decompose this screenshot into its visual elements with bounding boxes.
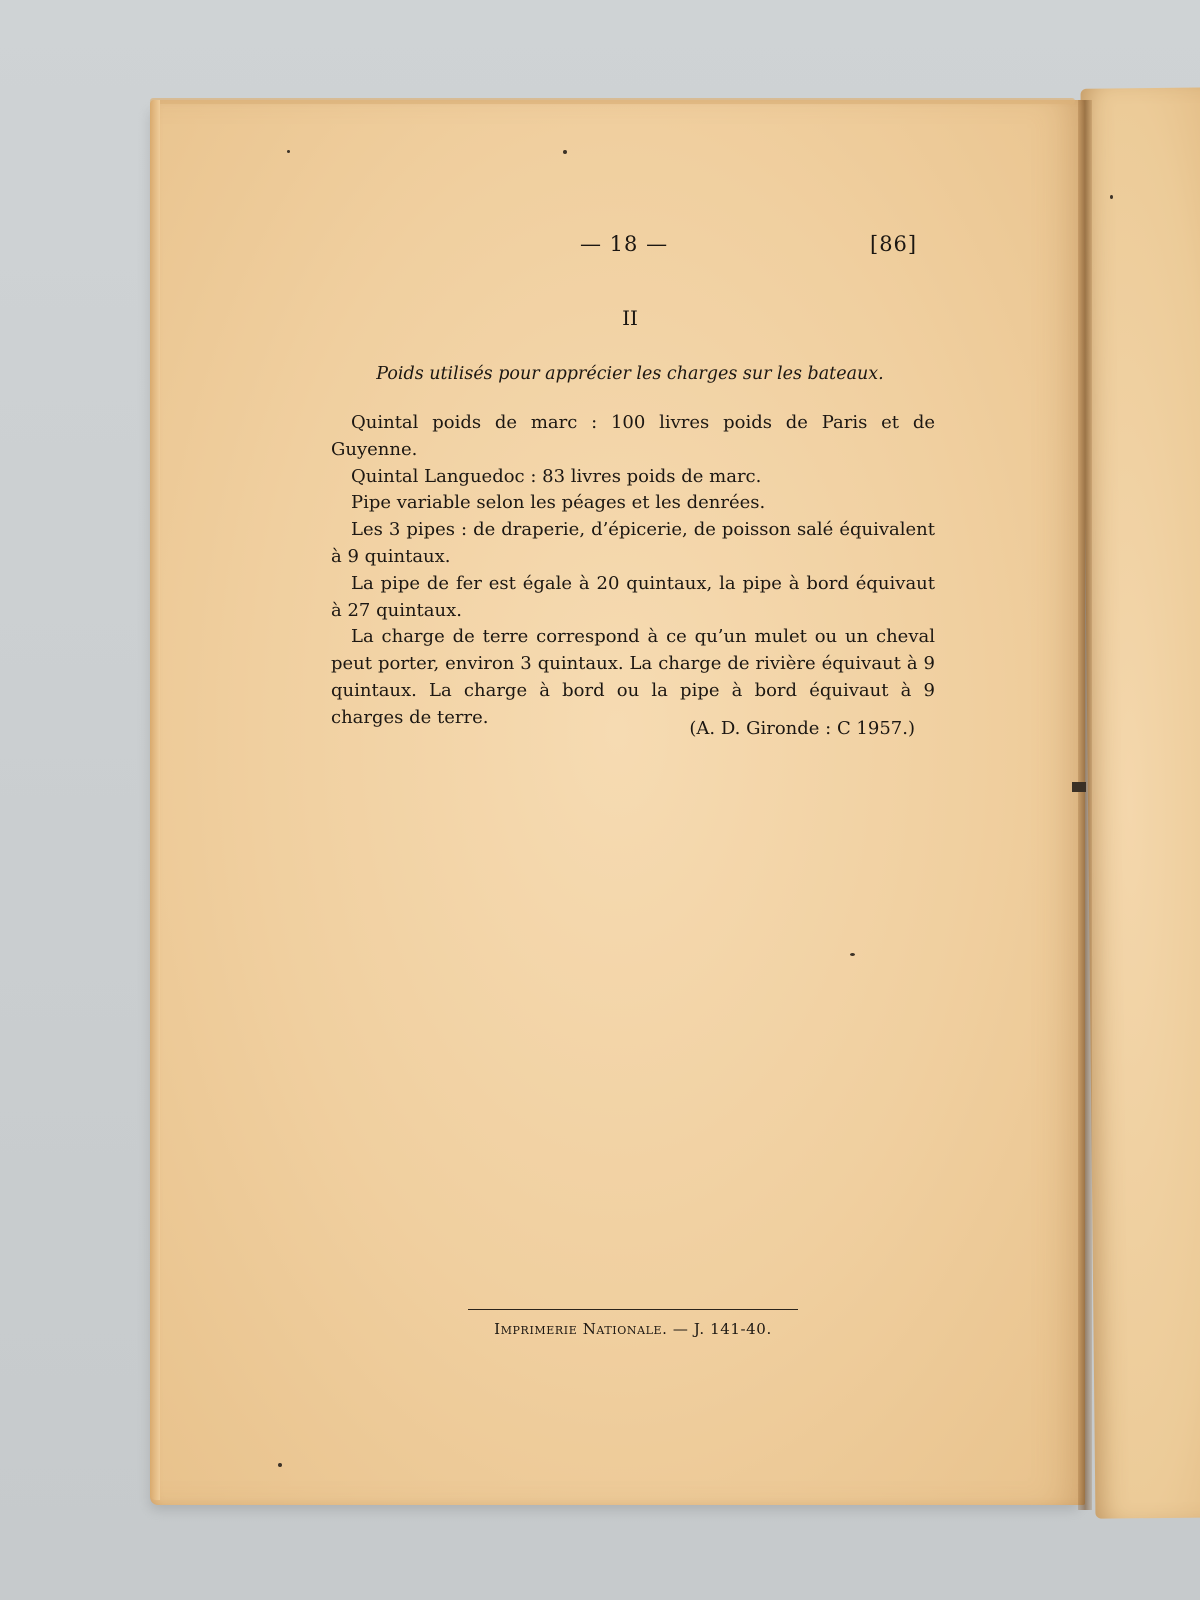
page-left-edge [150, 100, 160, 1500]
paragraph: La pipe de fer est égale à 20 quintaux, la pipe à bord équivaut à 27 quintaux. [331, 572, 935, 621]
paper-speck [287, 150, 290, 153]
paper-speck [278, 1463, 282, 1467]
paragraph: Les 3 pipes : de draperie, d’épicerie, de poisson salé équivalent à 9 quintaux. [331, 519, 935, 567]
paragraph: Quintal Languedoc : 83 livres poids de marc. [351, 465, 762, 487]
paper-speck [850, 953, 855, 956]
paragraph: Pipe variable selon les péages et les denrées. [351, 492, 766, 514]
source-citation: (A. D. Gironde : C 1957.) [689, 718, 915, 739]
body-text [331, 410, 935, 732]
page-top-edge [150, 98, 1075, 104]
paragraph: La charge de terre correspond à ce qu’un mulet ou un cheval peut porter, environ 3 quintaux. La charge de rivière équivaut à 9 quintaux. La charge à bord ou la pipe à bord équivaut à 9 charges de terre. [331, 626, 935, 728]
paragraph: Quintal poids de marc : 100 livres poids de Paris et de Guyenne. [331, 412, 935, 460]
binding-gutter [1078, 100, 1092, 1510]
section-subtitle: Poids utilisés pour apprécier les charges sur les bateaux. [376, 364, 884, 384]
page-reference: [86] [870, 232, 918, 256]
section-number: II [622, 306, 638, 330]
paper-speck [563, 150, 567, 154]
paper-speck [1110, 195, 1113, 199]
staple-mark [1072, 782, 1086, 792]
footer-rule [468, 1309, 798, 1310]
printer-imprint: Imprimerie Nationale. — J. 141-40. [494, 1320, 772, 1338]
page-number: — 18 — [580, 232, 669, 256]
facing-page [1081, 87, 1200, 1518]
